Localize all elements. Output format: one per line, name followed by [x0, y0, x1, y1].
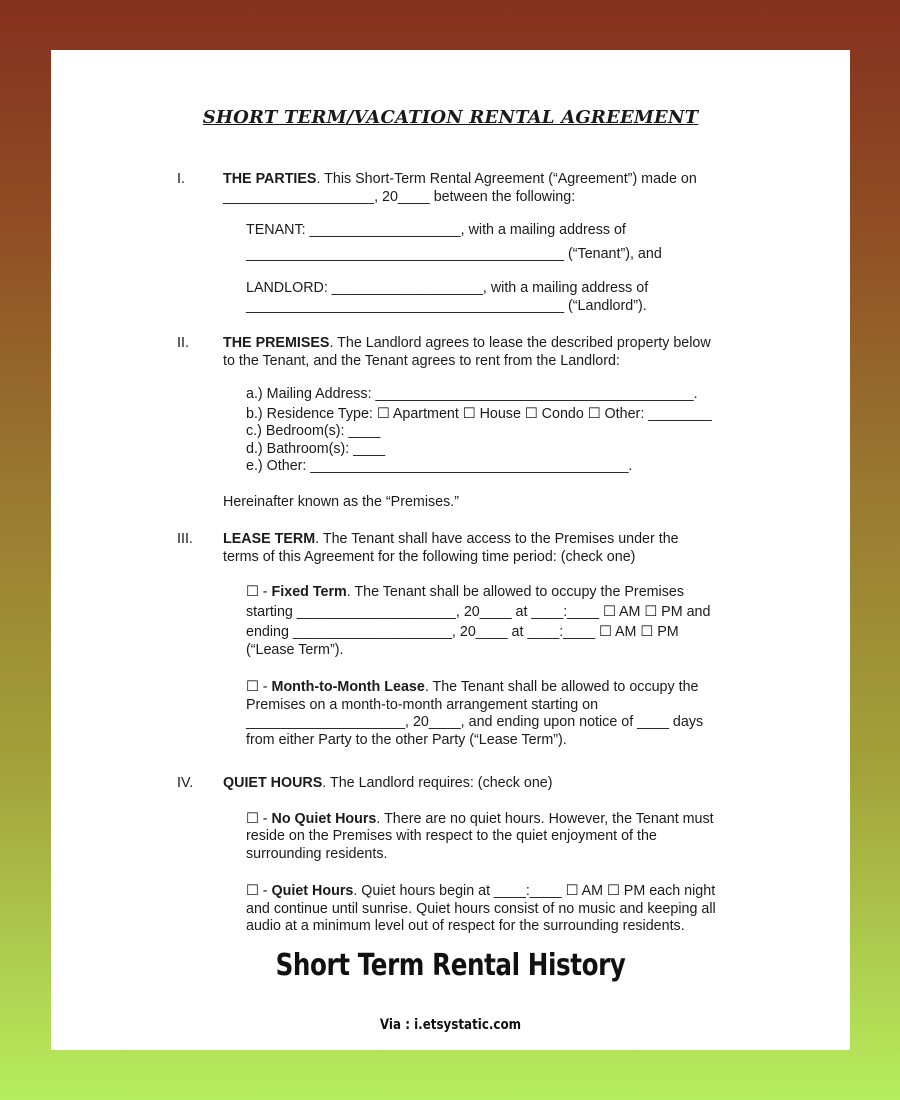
section-heading: QUIET HOURS	[223, 775, 323, 791]
tenant-block	[223, 222, 777, 263]
list-item: e.) Other: ________________________________________.	[246, 458, 633, 474]
caption-title: Short Term Rental History	[275, 948, 626, 983]
checkbox-icon[interactable]: ☐ -	[246, 883, 272, 899]
checkbox-icon[interactable]: ☐ -	[246, 584, 272, 600]
option-text: . The Tenant shall be allowed to occupy the Premises	[346, 584, 684, 600]
option-heading: Fixed Term	[271, 584, 347, 600]
section-heading: THE PREMISES	[223, 335, 330, 351]
option-text: ____________________, 20____, and ending upon notice of ____ days	[246, 714, 704, 730]
section-text: . The Tenant shall have access to the Premises under the	[315, 531, 679, 547]
landlord-line: LANDLORD: ___________________, with a mailing address of	[246, 280, 649, 296]
section-number: III.	[177, 531, 193, 547]
list-item: b.) Residence Type: ☐ Apartment ☐ House ☐ Condo ☐ Other: ________	[246, 405, 712, 422]
option-heading: Month-to-Month Lease	[271, 679, 425, 695]
caption-source: Via : i.etsystatic.com	[379, 1017, 522, 1033]
option-text: . The Tenant shall be allowed to occupy the	[424, 679, 699, 695]
option-text: Premises on a month-to-month arrangement starting on	[246, 696, 599, 713]
document-title: SHORT TERM/VACATION RENTAL AGREEMENT	[202, 107, 699, 128]
list-item: c.) Bedroom(s): ____	[246, 423, 381, 439]
list-item: a.) Mailing Address: ________________________________________.	[246, 386, 698, 402]
option-text: . There are no quiet hours. However, the Tenant must	[376, 810, 714, 827]
quiet-hours-option	[223, 883, 777, 936]
premises-list	[223, 386, 777, 476]
hereinafter-text: Hereinafter known as the “Premises.”	[223, 493, 459, 510]
option-text: (“Lease Term”).	[246, 641, 344, 658]
tenant-line: ________________________________________ (“Tenant”), and	[246, 245, 662, 262]
option-text: reside on the Premises with respect to the quiet enjoyment of the	[246, 828, 657, 844]
tenant-line: TENANT: ___________________, with a mailing address of	[246, 222, 626, 238]
section-heading: THE PARTIES	[223, 171, 317, 187]
document-page	[51, 50, 850, 1050]
section-quiet-hours	[177, 775, 777, 936]
option-text: surrounding residents.	[246, 845, 388, 862]
section-text: . The Landlord requires: (check one)	[322, 775, 553, 791]
section-text: . The Landlord agrees to lease the described property below	[329, 335, 711, 351]
section-number: IV.	[177, 775, 194, 791]
section-number: I.	[177, 171, 185, 187]
landlord-line: ________________________________________ (“Landlord”).	[246, 297, 647, 314]
section-parties	[177, 171, 777, 315]
option-text: and continue until sunrise. Quiet hours consist of no music and keeping all	[246, 900, 716, 917]
section-lease-term	[177, 531, 777, 749]
section-heading: LEASE TERM	[223, 531, 316, 547]
landlord-block	[223, 280, 777, 315]
fixed-term-option	[223, 584, 777, 659]
section-text: . This Short-Term Rental Agreement (“Agreement”) made on	[316, 171, 697, 187]
caption-band	[51, 940, 850, 1050]
document-body	[177, 171, 777, 956]
option-text: from either Party to the other Party (“Lease Term”).	[246, 731, 567, 748]
section-number: II.	[177, 335, 189, 351]
option-text: ending ____________________, 20____ at ____:____ ☐ AM ☐ PM	[246, 624, 679, 640]
list-item: d.) Bathroom(s): ____	[246, 440, 386, 457]
section-text: terms of this Agreement for the following time period: (check one)	[223, 548, 636, 565]
month-to-month-option	[223, 679, 777, 749]
checkbox-icon[interactable]: ☐ -	[246, 679, 272, 695]
option-text: starting ____________________, 20____ at ____:____ ☐ AM ☐ PM and	[246, 603, 711, 620]
option-heading: No Quiet Hours	[271, 810, 377, 827]
option-heading: Quiet Hours	[271, 883, 354, 899]
option-text: . Quiet hours begin at ____:____ ☐ AM ☐ PM each night	[353, 883, 716, 899]
section-text: ___________________, 20____ between the following:	[223, 188, 576, 205]
section-premises	[177, 335, 777, 511]
checkbox-icon[interactable]: ☐ -	[246, 810, 272, 827]
option-text: audio at a minimum level out of respect for the surrounding residents.	[246, 918, 685, 934]
section-text: to the Tenant, and the Tenant agrees to rent from the Landlord:	[223, 352, 620, 369]
no-quiet-hours-option	[223, 811, 777, 864]
